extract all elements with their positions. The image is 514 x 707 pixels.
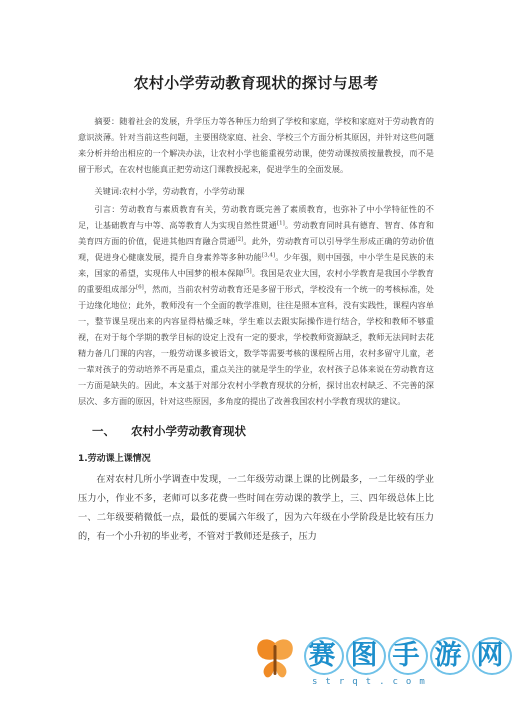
watermark-char: 图 [346, 637, 386, 675]
section-number: 一、 [92, 424, 115, 438]
intro-text-6: ，然而，当前农村劳动教育还是多留于形式，学校没有一个统一的考核标准，处于边缘化地位；此外，教师没有一个全面的教学准则，往往是照本宣科，没有实践性，课程内容单一，整节课呈现出来的内容显得枯燥乏味，学生难以去跟实际操作进行结合，学校和教师不够重视，在对于每个学期的教学目标的设定上没有一定的要求，学校教师资源缺乏，教师无法同时去花精力备几门课的内容，一般劳动课多被语文，数学等需要考核的课程所占用，农村多留守儿童，老一辈对孩子的劳动培养不再是重点，重点关注的就是学生的学业，农村孩子总体来说在劳动教育这一方面是缺失的。因此，本文基于对部分农村小学教育现状的分析，探讨出农村缺乏、不完善的深层次、多方面的原因，针对这些原因，多角度的提出了改善我国农村小学教育现状的建议。 [78, 284, 434, 406]
intro-text-1: 引言：劳动教育与素质教育有关，劳动教育既完善了素质教育，也弥补了中小学特征性的不足，让基础教育与中等、高等教育人为实现自然性贯通 [78, 204, 434, 230]
introduction-paragraph [78, 201, 434, 409]
watermark-char: 手 [388, 637, 428, 675]
intro-text-3: 。此外，劳动教育可以引导学生形成正确的劳动价值观，促进身心健康发展，提升自身素养等多种功能 [78, 236, 434, 262]
watermark-char: 网 [472, 637, 512, 675]
intro-text-5: 。我国是农业大国，农村小学教育是我国小学教育的重要组成部分 [78, 268, 434, 294]
citation-4: [5] [243, 268, 252, 275]
intro-text-4: 。少年强，则中国强，中小学生是民族的未来，国家的希望，实现伟人中国梦的根本保障 [78, 252, 434, 278]
citation-5: [6] [136, 284, 144, 291]
citation-1: [1] [276, 220, 285, 227]
watermark-char: 游 [430, 637, 470, 675]
abstract-paragraph: 摘要：随着社会的发展，升学压力等各种压力给到了学校和家庭，学校和家庭对于劳动教育的意识淡薄。针对当前这些问题，主要围绕家庭、社会、学校三个方面分析其原因，并针对这些问题来分析并给出相应的一个解决办法，让农村小学也能重视劳动课，使劳动课按质按量教授，而不是留于形式，在农村也能真正把劳动这门课教授起来，促进学生的全面发展。 [78, 116, 434, 174]
citation-2: [2] [235, 236, 244, 243]
keywords-line: 关键词:农村小学，劳动教育，小学劳动课 [94, 186, 245, 196]
intro-text-2: 。劳动教育同时具有德育、智育、体育和美育四方面的价值，促进其他四育融合贯通 [78, 220, 434, 246]
citation-3: [3,4] [262, 252, 276, 259]
site-watermark-logo [252, 633, 508, 693]
section-body-paragraph: 在对农村几所小学调查中发现，一二年级劳动课上课的比例最多，一二年级的学业压力小，作业不多，老师可以多花费一些时间在劳动课的教学上，三、四年级总体上比一、二年级要稍微低一点，最低的要属六年级了，因为六年级在小学阶段是比较有压力的，有一个小升初的毕业考，不管对于教师还是孩子，压力 [78, 474, 434, 542]
subsection-heading: 1.劳动课上课情况 [78, 454, 151, 464]
watermark-domain: strqt.com [312, 677, 433, 687]
watermark-char: 赛 [304, 637, 344, 675]
section-heading [92, 423, 434, 439]
watermark-title [304, 637, 514, 675]
document-title: 农村小学劳动教育现状的探讨与思考 [133, 74, 379, 92]
butterfly-logo-icon [252, 635, 298, 681]
section-title: 农村小学劳动教育现状 [131, 424, 246, 438]
